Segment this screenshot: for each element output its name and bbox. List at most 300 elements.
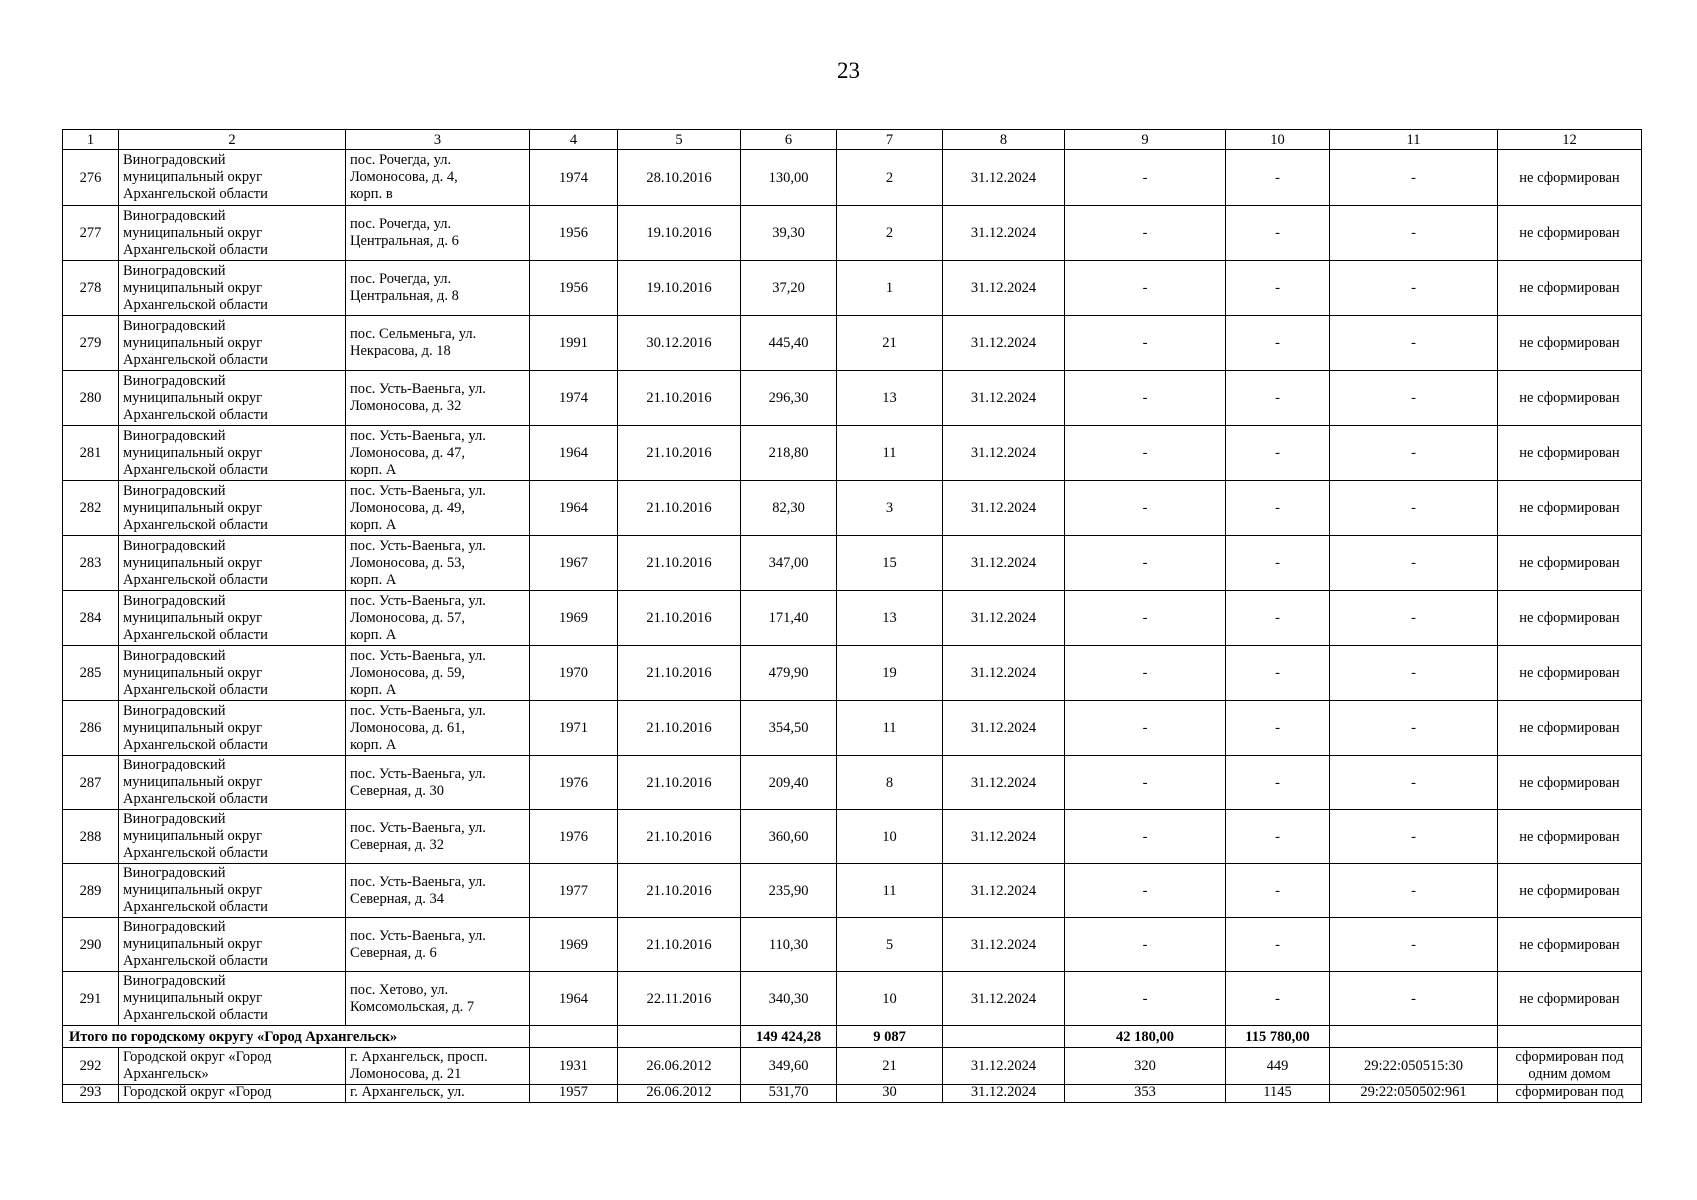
- cell-line: муниципальный округ: [123, 334, 263, 351]
- area-cell: 37,20: [741, 261, 837, 316]
- cell-line: Виноградовский: [123, 865, 226, 881]
- recognition-date-cell: 19.10.2016: [618, 261, 741, 316]
- empty-cell: [618, 1026, 741, 1048]
- address-cell: [346, 481, 530, 536]
- col9-cell: -: [1065, 701, 1226, 756]
- cell-line: Архангельск»: [123, 1066, 209, 1082]
- cell-line: Виноградовский: [123, 647, 226, 664]
- cell-line: одним домом: [1528, 1066, 1611, 1082]
- recognition-date-cell: 21.10.2016: [618, 810, 741, 864]
- col10-cell: -: [1226, 536, 1330, 591]
- cell-line: корп. А: [350, 516, 397, 533]
- cadastral-cell: -: [1330, 206, 1498, 261]
- column-number: 4: [530, 130, 618, 150]
- col9-cell: -: [1065, 646, 1226, 701]
- col10-cell: -: [1226, 810, 1330, 864]
- deadline-cell: 31.12.2024: [943, 1085, 1065, 1103]
- district-cell: [119, 1085, 346, 1103]
- table-row: [63, 864, 1642, 918]
- cell-line: Архангельской области: [123, 406, 268, 423]
- deadline-cell: 31.12.2024: [943, 316, 1065, 371]
- deadline-cell: 31.12.2024: [943, 1048, 1065, 1085]
- address-cell: [346, 150, 530, 206]
- cell-line: пос. Усть-Ваеньга, ул.: [350, 647, 486, 664]
- address-cell: [346, 810, 530, 864]
- column-number: 2: [119, 130, 346, 150]
- table-row: [63, 316, 1642, 371]
- cell-line: Архангельской области: [123, 736, 268, 753]
- col9-cell: -: [1065, 481, 1226, 536]
- area-cell: 110,30: [741, 918, 837, 972]
- cell-line: Виноградовский: [123, 317, 226, 334]
- row-number: 284: [63, 591, 119, 646]
- cadastral-cell: -: [1330, 591, 1498, 646]
- row-number: 280: [63, 371, 119, 426]
- residents-cell: 2: [837, 150, 943, 206]
- row-number: 281: [63, 426, 119, 481]
- cell-line: Архангельской области: [123, 186, 268, 202]
- cell-line: пос. Усть-Ваеньга, ул.: [350, 702, 486, 719]
- build-year-cell: 1977: [530, 864, 618, 918]
- address-cell: [346, 864, 530, 918]
- recognition-date-cell: 21.10.2016: [618, 701, 741, 756]
- row-number: 279: [63, 316, 119, 371]
- cadastral-cell: -: [1330, 481, 1498, 536]
- cadastral-cell: -: [1330, 536, 1498, 591]
- cell-line: Архангельской области: [123, 516, 268, 533]
- column-number-row: [63, 130, 1642, 150]
- land-status-cell: не сформирован: [1498, 756, 1642, 810]
- district-cell: [119, 918, 346, 972]
- col9-cell: -: [1065, 536, 1226, 591]
- land-status-cell: не сформирован: [1498, 646, 1642, 701]
- cell-line: Ломоносова, д. 21: [350, 1066, 462, 1082]
- table-row: [63, 701, 1642, 756]
- build-year-cell: 1976: [530, 756, 618, 810]
- residents-cell: 1: [837, 261, 943, 316]
- residents-cell: 11: [837, 864, 943, 918]
- row-number: 290: [63, 918, 119, 972]
- row-number: 291: [63, 972, 119, 1026]
- district-cell: [119, 701, 346, 756]
- cell-line: Центральная, д. 8: [350, 288, 459, 304]
- cell-line: Архангельской области: [123, 1007, 268, 1023]
- cadastral-cell: -: [1330, 864, 1498, 918]
- cell-line: муниципальный округ: [123, 664, 263, 681]
- cell-line: Центральная, д. 6: [350, 233, 459, 249]
- recognition-date-cell: 26.06.2012: [618, 1048, 741, 1085]
- area-cell: 347,00: [741, 536, 837, 591]
- residents-cell: 21: [837, 1048, 943, 1085]
- cell-line: пос. Рочегда, ул.: [350, 152, 452, 168]
- col10-cell: -: [1226, 206, 1330, 261]
- col10-cell: 449: [1226, 1048, 1330, 1085]
- cell-line: Виноградовский: [123, 482, 226, 499]
- land-status-cell: не сформирован: [1498, 536, 1642, 591]
- address-cell: [346, 1085, 530, 1103]
- cell-line: г. Архангельск, ул.: [350, 1084, 465, 1100]
- row-number: 277: [63, 206, 119, 261]
- address-cell: [346, 371, 530, 426]
- cell-line: Городской округ «Город: [123, 1049, 272, 1065]
- row-number: 283: [63, 536, 119, 591]
- cell-line: Городской округ «Город: [123, 1084, 272, 1100]
- build-year-cell: 1964: [530, 426, 618, 481]
- deadline-cell: 31.12.2024: [943, 371, 1065, 426]
- build-year-cell: 1967: [530, 536, 618, 591]
- build-year-cell: 1964: [530, 972, 618, 1026]
- row-number: 292: [63, 1048, 119, 1085]
- column-number: 5: [618, 130, 741, 150]
- table-row: [63, 810, 1642, 864]
- col10-cell: -: [1226, 261, 1330, 316]
- page-number: 23: [837, 58, 860, 83]
- cell-line: муниципальный округ: [123, 169, 263, 185]
- cadastral-cell: -: [1330, 371, 1498, 426]
- cell-line: г. Архангельск, просп.: [350, 1049, 488, 1065]
- cell-line: Архангельской области: [123, 681, 268, 698]
- land-status-cell: не сформирован: [1498, 918, 1642, 972]
- deadline-cell: 31.12.2024: [943, 972, 1065, 1026]
- district-cell: [119, 756, 346, 810]
- land-status-cell: [1498, 1048, 1642, 1085]
- residents-cell: 30: [837, 1085, 943, 1103]
- empty-cell: [530, 1026, 618, 1048]
- cell-line: Северная, д. 6: [350, 944, 437, 961]
- col10-cell: -: [1226, 591, 1330, 646]
- cell-line: пос. Усть-Ваеньга, ул.: [350, 592, 486, 609]
- deadline-cell: 31.12.2024: [943, 701, 1065, 756]
- col10-cell: 1145: [1226, 1085, 1330, 1103]
- cell-line: Архангельской области: [123, 791, 268, 807]
- cell-line: Ломоносова, д. 4,: [350, 169, 458, 185]
- build-year-cell: 1971: [530, 701, 618, 756]
- col9-cell: -: [1065, 426, 1226, 481]
- table-row: [63, 481, 1642, 536]
- build-year-cell: 1957: [530, 1085, 618, 1103]
- address-cell: [346, 918, 530, 972]
- col9-cell: 353: [1065, 1085, 1226, 1103]
- total-label: Итого по городскому округу «Город Архангельск»: [63, 1026, 530, 1048]
- area-cell: 360,60: [741, 810, 837, 864]
- cell-line: сформирован под: [1515, 1049, 1624, 1065]
- cell-line: пос. Усть-Ваеньга, ул.: [350, 537, 486, 554]
- deadline-cell: 31.12.2024: [943, 536, 1065, 591]
- district-cell: [119, 864, 346, 918]
- area-cell: 209,40: [741, 756, 837, 810]
- build-year-cell: 1970: [530, 646, 618, 701]
- district-cell: [119, 481, 346, 536]
- deadline-cell: 31.12.2024: [943, 864, 1065, 918]
- area-cell: 171,40: [741, 591, 837, 646]
- cell-line: сформирован под: [1515, 1084, 1624, 1100]
- empty-cell: [1498, 1026, 1642, 1048]
- table-row: [63, 972, 1642, 1026]
- district-cell: [119, 536, 346, 591]
- recognition-date-cell: 28.10.2016: [618, 150, 741, 206]
- col10-cell: -: [1226, 150, 1330, 206]
- land-status-cell: не сформирован: [1498, 261, 1642, 316]
- table-row: [63, 1085, 1642, 1103]
- area-cell: 130,00: [741, 150, 837, 206]
- total-area: 149 424,28: [741, 1026, 837, 1048]
- deadline-cell: 31.12.2024: [943, 591, 1065, 646]
- table-row: [63, 1048, 1642, 1085]
- housing-register-table: [62, 129, 1642, 1103]
- address-cell: [346, 536, 530, 591]
- address-cell: [346, 316, 530, 371]
- cell-line: муниципальный округ: [123, 389, 263, 406]
- cell-line: Архангельской области: [123, 953, 268, 969]
- cell-line: Архангельской области: [123, 351, 268, 368]
- address-cell: [346, 591, 530, 646]
- column-number: 1: [63, 130, 119, 150]
- address-cell: [346, 972, 530, 1026]
- cell-line: Ломоносова, д. 59,: [350, 664, 466, 681]
- land-status-cell: не сформирован: [1498, 371, 1642, 426]
- cell-line: муниципальный округ: [123, 444, 263, 461]
- cell-line: муниципальный округ: [123, 936, 263, 952]
- column-number: 10: [1226, 130, 1330, 150]
- cell-line: пос. Усть-Ваеньга, ул.: [350, 873, 486, 890]
- district-cell: [119, 316, 346, 371]
- district-cell: [119, 1048, 346, 1085]
- col9-cell: -: [1065, 316, 1226, 371]
- row-number: 282: [63, 481, 119, 536]
- deadline-cell: 31.12.2024: [943, 646, 1065, 701]
- land-status-cell: не сформирован: [1498, 481, 1642, 536]
- address-cell: [346, 206, 530, 261]
- cell-line: муниципальный округ: [123, 828, 263, 844]
- deadline-cell: 31.12.2024: [943, 810, 1065, 864]
- address-cell: [346, 646, 530, 701]
- cell-line: Виноградовский: [123, 372, 226, 389]
- address-cell: [346, 261, 530, 316]
- row-number: 289: [63, 864, 119, 918]
- col10-cell: -: [1226, 972, 1330, 1026]
- district-cell: [119, 371, 346, 426]
- cell-line: Ломоносова, д. 57,: [350, 609, 466, 626]
- area-cell: 235,90: [741, 864, 837, 918]
- cell-line: пос. Усть-Ваеньга, ул.: [350, 819, 486, 836]
- cell-line: муниципальный округ: [123, 882, 263, 898]
- district-cell: [119, 646, 346, 701]
- col10-cell: -: [1226, 426, 1330, 481]
- cell-line: корп. А: [350, 736, 397, 753]
- district-cell: [119, 426, 346, 481]
- district-cell: [119, 810, 346, 864]
- land-status-cell: [1498, 1085, 1642, 1103]
- cell-line: муниципальный округ: [123, 499, 263, 516]
- cell-line: Архангельской области: [123, 571, 268, 588]
- cell-line: Архангельской области: [123, 626, 268, 643]
- table-row: [63, 918, 1642, 972]
- col9-cell: -: [1065, 972, 1226, 1026]
- cell-line: пос. Усть-Ваеньга, ул.: [350, 482, 486, 499]
- cadastral-cell: -: [1330, 426, 1498, 481]
- build-year-cell: 1964: [530, 481, 618, 536]
- cell-line: муниципальный округ: [123, 279, 263, 296]
- table-row: [63, 206, 1642, 261]
- cell-line: Виноградовский: [123, 702, 226, 719]
- col10-cell: -: [1226, 756, 1330, 810]
- area-cell: 445,40: [741, 316, 837, 371]
- col9-cell: -: [1065, 918, 1226, 972]
- col9-cell: -: [1065, 371, 1226, 426]
- cadastral-cell: -: [1330, 646, 1498, 701]
- cell-line: Виноградовский: [123, 427, 226, 444]
- col9-cell: -: [1065, 150, 1226, 206]
- empty-cell: [1330, 1026, 1498, 1048]
- recognition-date-cell: 30.12.2016: [618, 316, 741, 371]
- cell-line: корп. А: [350, 626, 397, 643]
- col10-cell: -: [1226, 481, 1330, 536]
- column-number: 9: [1065, 130, 1226, 150]
- build-year-cell: 1931: [530, 1048, 618, 1085]
- cell-line: муниципальный округ: [123, 990, 263, 1006]
- cadastral-cell: -: [1330, 261, 1498, 316]
- col10-cell: -: [1226, 316, 1330, 371]
- cell-line: Некрасова, д. 18: [350, 343, 451, 359]
- district-cell: [119, 591, 346, 646]
- col10-cell: -: [1226, 646, 1330, 701]
- deadline-cell: 31.12.2024: [943, 918, 1065, 972]
- build-year-cell: 1974: [530, 150, 618, 206]
- table-row: [63, 756, 1642, 810]
- recognition-date-cell: 21.10.2016: [618, 371, 741, 426]
- cell-line: Ломоносова, д. 32: [350, 398, 462, 414]
- cell-line: Ломоносова, д. 61,: [350, 719, 466, 736]
- cell-line: пос. Рочегда, ул.: [350, 216, 452, 232]
- deadline-cell: 31.12.2024: [943, 206, 1065, 261]
- row-number: 288: [63, 810, 119, 864]
- district-cell: [119, 206, 346, 261]
- col10-cell: -: [1226, 701, 1330, 756]
- table-row: [63, 536, 1642, 591]
- cell-line: Виноградовский: [123, 973, 226, 989]
- recognition-date-cell: 19.10.2016: [618, 206, 741, 261]
- recognition-date-cell: 21.10.2016: [618, 591, 741, 646]
- build-year-cell: 1974: [530, 371, 618, 426]
- cell-line: Ломоносова, д. 53,: [350, 554, 466, 571]
- build-year-cell: 1956: [530, 206, 618, 261]
- column-number: 6: [741, 130, 837, 150]
- cell-line: пос. Хетово, ул.: [350, 981, 449, 998]
- row-number: 293: [63, 1085, 119, 1103]
- address-cell: [346, 701, 530, 756]
- residents-cell: 10: [837, 810, 943, 864]
- cell-line: корп. А: [350, 571, 397, 588]
- district-cell: [119, 261, 346, 316]
- col9-cell: 320: [1065, 1048, 1226, 1085]
- cell-line: Виноградовский: [123, 207, 226, 224]
- cell-line: Архангельской области: [123, 296, 268, 313]
- land-status-cell: не сформирован: [1498, 206, 1642, 261]
- col9-cell: -: [1065, 261, 1226, 316]
- recognition-date-cell: 21.10.2016: [618, 864, 741, 918]
- residents-cell: 11: [837, 701, 943, 756]
- column-number: 8: [943, 130, 1065, 150]
- area-cell: 531,70: [741, 1085, 837, 1103]
- cell-line: Виноградовский: [123, 757, 226, 773]
- cell-line: муниципальный округ: [123, 554, 263, 571]
- cell-line: Ломоносова, д. 49,: [350, 499, 466, 516]
- residents-cell: 11: [837, 426, 943, 481]
- residents-cell: 10: [837, 972, 943, 1026]
- col9-cell: -: [1065, 810, 1226, 864]
- cell-line: пос. Усть-Ваеньга, ул.: [350, 927, 486, 944]
- area-cell: 39,30: [741, 206, 837, 261]
- cadastral-cell: -: [1330, 316, 1498, 371]
- cell-line: Виноградовский: [123, 262, 226, 279]
- total-col9: 42 180,00: [1065, 1026, 1226, 1048]
- residents-cell: 8: [837, 756, 943, 810]
- land-status-cell: не сформирован: [1498, 864, 1642, 918]
- build-year-cell: 1976: [530, 810, 618, 864]
- total-col10: 115 780,00: [1226, 1026, 1330, 1048]
- land-status-cell: не сформирован: [1498, 150, 1642, 206]
- table-row: [63, 426, 1642, 481]
- recognition-date-cell: 21.10.2016: [618, 426, 741, 481]
- address-cell: [346, 1048, 530, 1085]
- build-year-cell: 1991: [530, 316, 618, 371]
- address-cell: [346, 426, 530, 481]
- deadline-cell: 31.12.2024: [943, 150, 1065, 206]
- table-body: [63, 130, 1642, 1103]
- empty-cell: [943, 1026, 1065, 1048]
- table-row: [63, 261, 1642, 316]
- cadastral-cell: -: [1330, 756, 1498, 810]
- residents-cell: 13: [837, 591, 943, 646]
- col10-cell: -: [1226, 918, 1330, 972]
- deadline-cell: 31.12.2024: [943, 261, 1065, 316]
- cell-line: пос. Рочегда, ул.: [350, 271, 452, 287]
- build-year-cell: 1956: [530, 261, 618, 316]
- column-number: 3: [346, 130, 530, 150]
- cadastral-cell: 29:22:050515:30: [1330, 1048, 1498, 1085]
- total-residents: 9 087: [837, 1026, 943, 1048]
- recognition-date-cell: 22.11.2016: [618, 972, 741, 1026]
- build-year-cell: 1969: [530, 591, 618, 646]
- deadline-cell: 31.12.2024: [943, 481, 1065, 536]
- cadastral-cell: -: [1330, 972, 1498, 1026]
- recognition-date-cell: 21.10.2016: [618, 756, 741, 810]
- col9-cell: -: [1065, 206, 1226, 261]
- cell-line: пос. Сельменьга, ул.: [350, 326, 477, 342]
- district-cell: [119, 972, 346, 1026]
- col9-cell: -: [1065, 756, 1226, 810]
- area-cell: 354,50: [741, 701, 837, 756]
- recognition-date-cell: 21.10.2016: [618, 481, 741, 536]
- cell-line: пос. Усть-Ваеньга, ул.: [350, 765, 486, 782]
- deadline-cell: 31.12.2024: [943, 756, 1065, 810]
- cell-line: Виноградовский: [123, 811, 226, 827]
- cadastral-cell: -: [1330, 810, 1498, 864]
- residents-cell: 15: [837, 536, 943, 591]
- deadline-cell: 31.12.2024: [943, 426, 1065, 481]
- cell-line: Северная, д. 34: [350, 890, 444, 907]
- cell-line: пос. Усть-Ваеньга, ул.: [350, 427, 486, 444]
- column-number: 7: [837, 130, 943, 150]
- cell-line: Архангельской области: [123, 845, 268, 861]
- residents-cell: 19: [837, 646, 943, 701]
- land-status-cell: не сформирован: [1498, 316, 1642, 371]
- table-row: [63, 150, 1642, 206]
- col9-cell: -: [1065, 864, 1226, 918]
- land-status-cell: не сформирован: [1498, 810, 1642, 864]
- cadastral-cell: 29:22:050502:961: [1330, 1085, 1498, 1103]
- cell-line: Виноградовский: [123, 919, 226, 935]
